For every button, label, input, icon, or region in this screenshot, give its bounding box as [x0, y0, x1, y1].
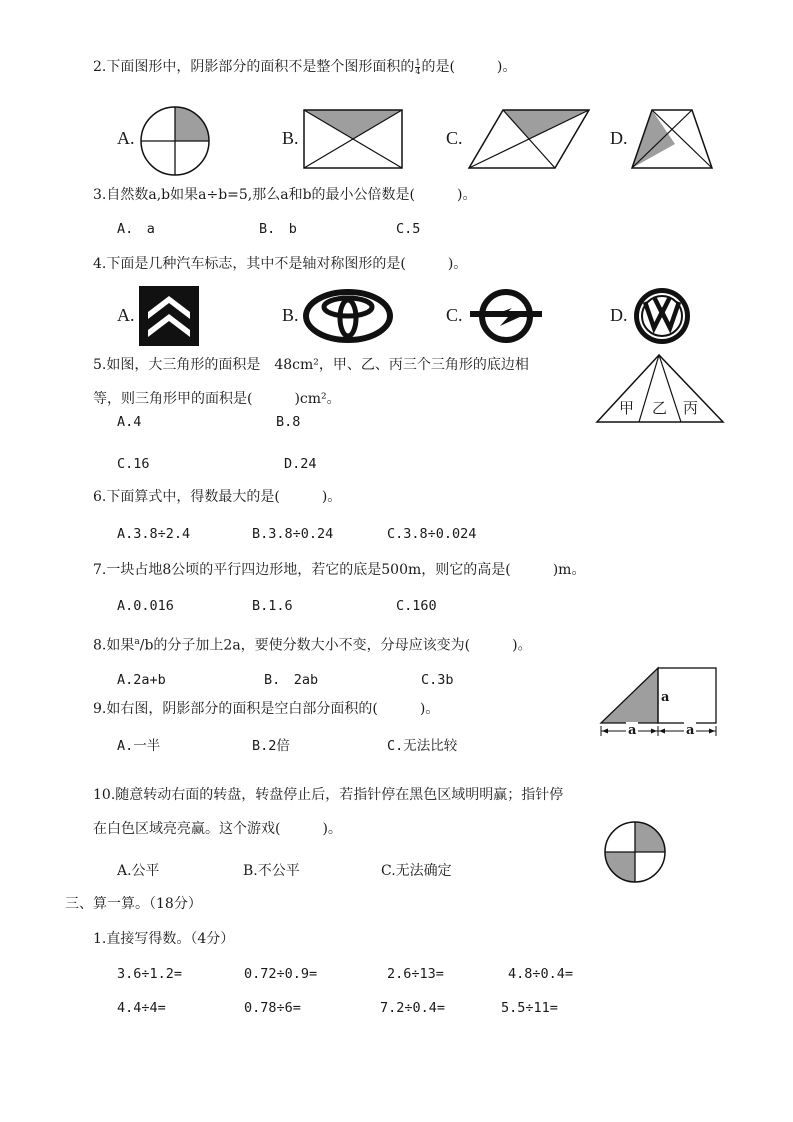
- q8-option-b: B. 2ab: [264, 672, 319, 688]
- q2-option-d-label: D.: [610, 128, 628, 148]
- fraction-one-quarter: $\frac{1}{4}$: [415, 57, 421, 76]
- q7-option-c: C.160: [396, 598, 437, 614]
- q5-option-b: B.8: [276, 414, 301, 430]
- q2-option-b-label: B.: [282, 128, 299, 148]
- q10-stem-line1: 10.随意转动右面的转盘，转盘停止后，若指针停在黑色区域明明赢；指针停: [93, 787, 564, 803]
- q6-option-b: B.3.8÷0.24: [252, 526, 334, 542]
- q3-stem: 3.自然数a,b如果a÷b=5,那么a和b的最小公倍数是( )。: [93, 187, 477, 203]
- q10-option-c: C.无法确定: [381, 863, 452, 879]
- q9-label-base-right: a: [686, 723, 695, 738]
- q4-option-d-label: D.: [610, 305, 628, 325]
- q5-label-jia: 甲: [619, 399, 635, 417]
- volkswagen-logo-icon: [632, 286, 692, 346]
- q2-rectangle-figure: [302, 108, 404, 170]
- q5-label-bing: 丙: [683, 399, 699, 417]
- calc-item: 4.4÷4=: [117, 1000, 166, 1016]
- q9-shaded-figure: [598, 665, 720, 741]
- q5-option-d: D.24: [284, 456, 317, 472]
- q9-label-base-left: a: [628, 723, 637, 738]
- q3-option-b: B. b: [259, 221, 297, 237]
- q2-option-a-label: A.: [117, 128, 135, 148]
- q2-parallelogram-figure: [467, 108, 591, 170]
- q7-option-b: B.1.6: [252, 598, 293, 614]
- q8-option-a: A.2a+b: [117, 672, 166, 688]
- q2-option-c-label: C.: [446, 128, 463, 148]
- q5-option-c: C.16: [117, 456, 150, 472]
- q4-option-b-label: B.: [282, 305, 299, 325]
- q9-stem: 9.如右图，阴影部分的面积是空白部分面积的( )。: [93, 701, 440, 717]
- q4-stem: 4.下面是几种汽车标志，其中不是轴对称图形的是( )。: [93, 256, 468, 272]
- q9-label-height: a: [661, 690, 670, 705]
- calc-item: 0.78÷6=: [244, 1000, 301, 1016]
- q2-trapezoid-figure: [630, 108, 714, 170]
- calc-item: 5.5÷11=: [501, 1000, 558, 1016]
- q8-stem: 8.如果$^a$/b的分子加上2a，要使分数大小不变，分母应该变为( )。: [93, 637, 532, 654]
- q5-stem-line1: 5.如图，大三角形的面积是 48cm²，甲、乙、丙三个三角形的底边相: [93, 357, 529, 373]
- q6-stem: 6.下面算式中，得数最大的是( )。: [93, 489, 342, 505]
- q3-option-a: A. a: [117, 221, 155, 237]
- calc-item: 0.72÷0.9=: [244, 966, 318, 982]
- calc-item: 3.6÷1.2=: [117, 966, 183, 982]
- opel-logo-icon: [468, 286, 544, 346]
- q4-option-c-label: C.: [446, 305, 463, 325]
- calc-item: 7.2÷0.4=: [380, 1000, 446, 1016]
- q10-option-b: B.不公平: [243, 863, 300, 879]
- calc-item: 4.8÷0.4=: [508, 966, 574, 982]
- q8-option-c: C.3b: [421, 672, 454, 688]
- q9-option-a: A.一半: [117, 738, 161, 754]
- q9-option-c: C.无法比较: [387, 738, 458, 754]
- q4-option-a-label: A.: [117, 305, 135, 325]
- toyota-logo-icon: [302, 288, 394, 344]
- calc-item: 2.6÷13=: [387, 966, 444, 982]
- q7-stem: 7.一块占地8公顷的平行四边形地，若它的底是500m，则它的高是( )m。: [93, 562, 586, 578]
- q5-stem-line2: 等，则三角形甲的面积是( )cm²。: [93, 391, 341, 407]
- q9-option-b: B.2倍: [252, 738, 290, 754]
- q2-stem: 2.下面图形中，阴影部分的面积不是整个图形面积的 $\frac{1}{4}$ 的是( )。: [93, 57, 517, 76]
- q5-label-yi: 乙: [652, 399, 668, 417]
- section3-sub1-title: 1.直接写得数。（4分）: [93, 931, 235, 947]
- section3-title: 三、算一算。（18分）: [65, 896, 202, 912]
- q7-option-a: A.0.016: [117, 598, 174, 614]
- spinner-wheel-figure: [603, 820, 667, 884]
- q10-stem-line2: 在白色区域亮亮赢。这个游戏( )。: [93, 821, 342, 837]
- q10-option-a: A.公平: [117, 863, 160, 879]
- q6-option-a: A.3.8÷2.4: [117, 526, 191, 542]
- q5-option-a: A.4: [117, 414, 142, 430]
- q3-option-c: C.5: [396, 221, 421, 237]
- q2-circle-quarter-figure: [139, 105, 211, 177]
- q6-option-c: C.3.8÷0.024: [387, 526, 477, 542]
- citroen-logo-icon: [139, 286, 199, 346]
